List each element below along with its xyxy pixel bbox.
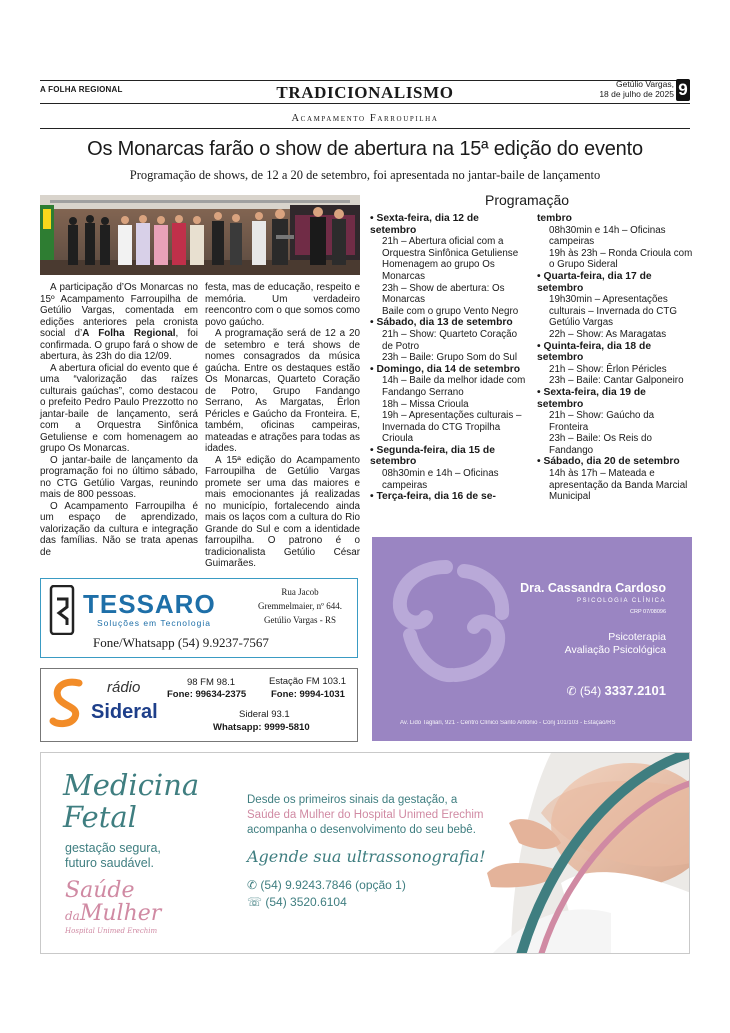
- headline: Os Monarcas farão o show de abertura na 15ª edição do evento: [87, 138, 643, 160]
- event-photo-illustration: [40, 195, 360, 275]
- telephone-icon: ☏: [247, 895, 263, 909]
- sideral-logo-big: Sideral: [91, 701, 158, 723]
- program-event: 21h – Show: Êrlon Péricles: [549, 363, 667, 375]
- issue-date: 18 de julho de 2025: [599, 89, 674, 99]
- doctor-role: PSICOLOGIA CLÍNICA: [576, 598, 666, 604]
- sideral-fm2: Estação FM 103.1: [269, 676, 347, 687]
- publication-name: A FOLHA REGIONAL: [40, 85, 123, 94]
- paragraph: A abertura oficial do evento que é uma “valorização das raízes culturais gaúchas”, como destacou o prefeito Pedro Paulo Prezzotto no jantar-baile de lançamento, será com a Orquestra Sinfônica Getuliense e com homenagem ao grupo Os Monarcas.: [40, 362, 198, 454]
- medicina-subtitle: gestação segura, futuro saudável.: [65, 841, 161, 870]
- psychology-logo-icon: [386, 557, 516, 687]
- saude-da-mulher-logo: Saúde daMulher Hospital Unimed Erechim: [65, 878, 162, 935]
- kicker: Acampamento Farroupilha: [291, 113, 439, 124]
- paragraph: O Acampamento Farroupilha é um espaço de aprendizado, valorização da cultura e integração das famílias. Não se trata apenas de: [40, 500, 198, 558]
- doctor-address: Av. Lido Tagliari, 921 - Centro Clínico Santo Antônio - Conj 101/103 - Estação/RS: [400, 720, 616, 726]
- sideral-logo-small: rádio: [107, 679, 141, 696]
- service-2: Avaliação Psicológica: [564, 644, 666, 656]
- city: Getúlio Vargas,: [616, 79, 674, 89]
- program-event: 08h30min e 14h – Oficinas campeiras: [382, 468, 499, 491]
- program-event: 23h – Baile: Os Reis do Fandango: [549, 433, 652, 456]
- programacao-column-1: [370, 213, 526, 503]
- program-event: 19h às 23h – Ronda Crioula com o Grupo Sideral: [549, 247, 693, 271]
- program-day: • Quinta-feira, dia 18 de setembro: [537, 340, 652, 364]
- page-number: 9: [676, 79, 690, 101]
- paragraph: O jantar-baile de lançamento da programação foi no último sábado, no CTG Getúlio Vargas, reunindo mais de 800 pessoas.: [40, 454, 198, 500]
- program-day: • Sábado, dia 13 de setembro: [370, 317, 513, 329]
- program-event: 19h – Apresentações culturais – Invernada do CTG Tropilha Crioula: [382, 410, 522, 445]
- header-top-rule: [40, 80, 690, 81]
- program-day: • Quarta-feira, dia 17 de setembro: [537, 270, 652, 294]
- doctor-crp: CRP 07/08096: [630, 609, 666, 615]
- tessaro-brand: TESSARO: [83, 589, 216, 619]
- medicina-title: Medicina Fetal: [63, 768, 200, 834]
- program-event: 14h – Baile da melhor idade com Fandango Serrano: [382, 375, 526, 398]
- sideral-fm2-phone: Fone: 9994-1031: [271, 689, 345, 700]
- program-event: Homenagem ao grupo Os Monarcas: [382, 259, 495, 282]
- program-event: 23h – Show de abertura: Os Monarcas: [382, 282, 505, 306]
- programacao-column-2: [537, 213, 693, 503]
- sideral-fm1-phone: Fone: 99634-2375: [167, 689, 247, 700]
- program-event: 19h30min – Apresentações culturais – Invernada do CTG Getúlio Vargas: [549, 294, 677, 329]
- program-event: 22h – Show: As Maragatas: [549, 328, 667, 340]
- phone-line: ☏ (54) 3520.6104: [247, 895, 347, 909]
- medicina-contacts: [247, 877, 406, 911]
- program-event: 08h30min e 14h – Oficinas campeiras: [549, 224, 666, 248]
- phone-logo-icon: [49, 585, 75, 635]
- radio-sideral-ad[interactable]: [40, 668, 358, 742]
- tessaro-phone: Fone/Whatsapp (54) 9.9237-7567: [93, 635, 269, 650]
- article-column-1: [40, 282, 198, 558]
- program-day: • Sexta-feira, dia 19 de setembro: [537, 386, 646, 410]
- program-event: 21h – Show: Gaúcho da Fronteira: [549, 410, 655, 433]
- medicina-fetal-ad[interactable]: [40, 752, 690, 954]
- paragraph: A 15ª edição do Acampamento Farroupilha de Getúlio Vargas promete ser uma das maiores e mais emocionantes já realizadas no município, fortalecendo ainda mais os laços com a cultura do Rio Grande do Sul e com a identidade farroupilha. O patrono é o tradicionalista Getúlio César Guimarães.: [205, 454, 360, 569]
- tessaro-ad[interactable]: [40, 578, 358, 658]
- medicina-cta: Agende sua ultrassonografia!: [247, 847, 486, 866]
- tessaro-address: Rua Jacob Gremmelmaier, nº 644. Getúlio Vargas - RS: [258, 587, 342, 625]
- paragraph: A participação d’Os Monarcas no 15º Acampamento Farroupilha de Getúlio Vargas, comentada em edições anteriores pela cronista social d’A Folha Regional, foi confirmada. O grupo fará o show de abertura, às 23h do dia 12/09.: [40, 282, 198, 362]
- medicina-description: Desde os primeiros sinais da gestação, a Saúde da Mulher do Hospital Unimed Erechim acompanha o desenvolvimento do seu bebê.: [247, 794, 484, 836]
- program-day: • Sexta-feira, dia 12 de setembro: [370, 213, 479, 236]
- header-bottom-rule: [40, 128, 690, 129]
- program-event: 18h – Missa Crioula: [382, 398, 469, 410]
- doctor-name: Dra. Cassandra Cardoso: [520, 581, 666, 595]
- phone-icon: ✆: [566, 684, 577, 698]
- whatsapp-icon: ✆: [247, 878, 258, 892]
- sideral-am: Sideral 93.1: [239, 709, 290, 720]
- header-mid-rule: [40, 103, 690, 104]
- section-title: TRADICIONALISMO: [276, 83, 454, 102]
- program-day: • Terça-feira, dia 16 de se-: [370, 491, 496, 503]
- program-event: 21h – Abertura oficial com a Orquestra Sinfônica Getuliense: [382, 236, 519, 259]
- program-day: • Segunda-feira, dia 15 de setembro: [370, 444, 495, 468]
- program-day: • Sábado, dia 20 de setembro: [537, 456, 680, 468]
- program-event: Baile com o grupo Vento Negro: [382, 305, 519, 317]
- program-event: 23h – Baile: Grupo Som do Sul: [382, 352, 518, 364]
- event-photo: [40, 195, 360, 275]
- program-event: 21h – Show: Quarteto Coração de Potro: [382, 328, 518, 352]
- sideral-whatsapp: Whatsapp: 9999-5810: [213, 722, 310, 733]
- program-day: • Domingo, dia 14 de setembro: [370, 363, 521, 375]
- program-event: 23h – Baile: Cantar Galponeiro: [549, 375, 684, 387]
- paragraph: festa, mas de educação, respeito e memória. Um verdadeiro reencontro com o que somos como povo gaúcho.: [205, 282, 360, 328]
- tessaro-tagline: Soluções em Tecnologia: [97, 618, 211, 628]
- whatsapp-line: ✆ (54) 9.9243.7846 (opção 1): [247, 878, 406, 892]
- programacao-title: Programação: [485, 192, 570, 208]
- date-block: [599, 79, 674, 99]
- doctor-phone: ✆ (54) 3337.2101: [566, 683, 666, 698]
- subhead: Programação de shows, de 12 a 20 de setembro, foi apresentada no jantar-baile de lançamento: [129, 168, 601, 182]
- article-column-2: [205, 282, 360, 570]
- sideral-logo-icon: [49, 677, 85, 729]
- paragraph: A programação será de 12 a 20 de setembro e terá shows de nomes consagrados da música gaúcha. Entre os destaques estão Os Monarcas, Quarteto Coração de Potro, Grupo Fandango Serrano, As Margatas, Êrlon Péricles e Gaúcho da Fronteira. E, também, oficinas campeiras, mateadas e atrações para todas as idades.: [205, 328, 360, 454]
- program-event: 14h às 17h – Mateada e apresentação da Banda Marcial Municipal: [549, 468, 688, 503]
- sideral-fm1: 98 FM 98.1: [186, 677, 236, 688]
- service-1: Psicoterapia: [608, 631, 666, 643]
- psicologia-ad[interactable]: [372, 537, 692, 741]
- program-day: tembro: [537, 213, 572, 224]
